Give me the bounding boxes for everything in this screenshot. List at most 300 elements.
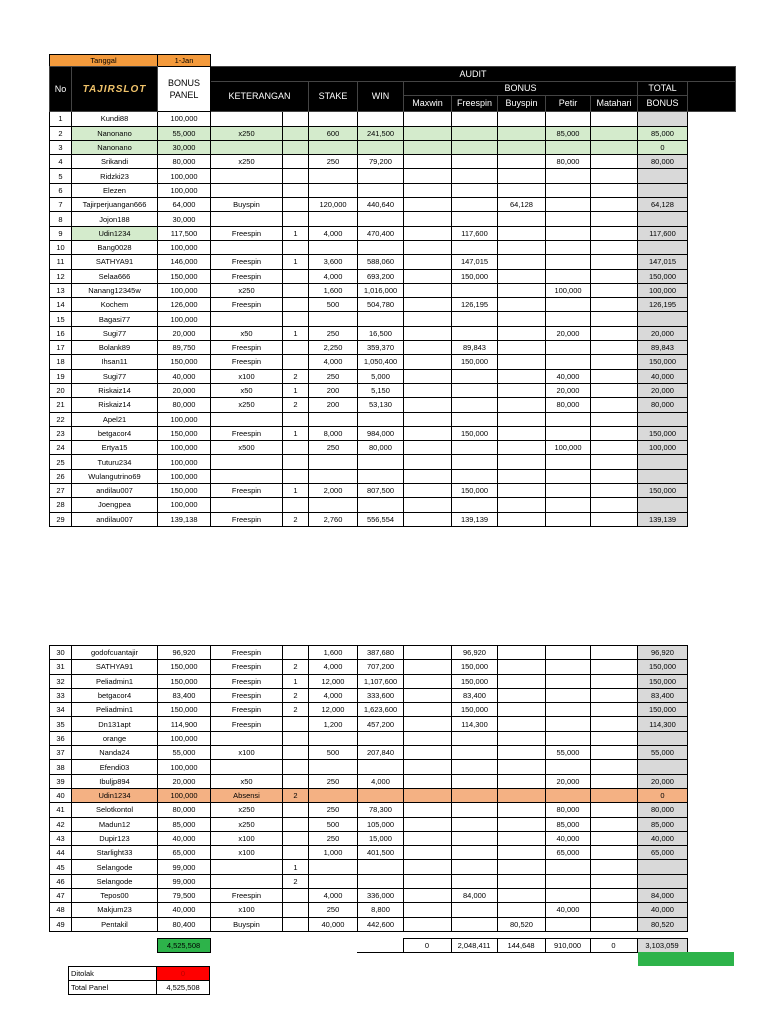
row-maxwin: [404, 746, 452, 760]
row-bonus-panel: 20,000: [158, 774, 211, 788]
row-bonus-panel: 100,000: [158, 788, 211, 802]
row-petir: [546, 212, 591, 226]
row-keterangan: [211, 183, 283, 197]
row-count: [283, 455, 309, 469]
row-petir: 40,000: [546, 369, 591, 383]
row-petir: [546, 498, 591, 512]
petir-header: Petir: [546, 96, 591, 112]
row-maxwin: [404, 646, 452, 660]
row-keterangan: x250: [211, 283, 283, 297]
row-total-bonus: 114,300: [638, 717, 688, 731]
ditolak-label: Ditolak: [69, 967, 157, 981]
row-matahari: [591, 512, 638, 526]
row-freespin: [452, 441, 498, 455]
row-maxwin: [404, 512, 452, 526]
row-total-bonus: 100,000: [638, 441, 688, 455]
row-win: 457,200: [358, 717, 404, 731]
row-total-bonus: 64,128: [638, 198, 688, 212]
row-freespin: 96,920: [452, 646, 498, 660]
row-freespin: [452, 240, 498, 254]
bonus-panel-header-line-2: PANEL: [169, 90, 199, 101]
row-freespin: [452, 398, 498, 412]
row-total-bonus: 65,000: [638, 846, 688, 860]
no-header: No: [50, 67, 72, 112]
row-no: 5: [50, 169, 72, 183]
table-row: [50, 788, 688, 802]
row-name: Srikandi: [72, 155, 158, 169]
row-matahari: [591, 255, 638, 269]
row-total-bonus: [638, 860, 688, 874]
row-matahari: [591, 412, 638, 426]
row-count: [283, 731, 309, 745]
row-win: 5,000: [358, 369, 404, 383]
freespin-header: Freespin: [452, 96, 498, 112]
row-matahari: [591, 155, 638, 169]
row-matahari: [591, 717, 638, 731]
row-count: [283, 126, 309, 140]
row-name: Dn131apt: [72, 717, 158, 731]
row-name: Nanonano: [72, 126, 158, 140]
row-freespin: [452, 312, 498, 326]
row-count: 1: [283, 860, 309, 874]
row-buyspin: [498, 240, 546, 254]
row-buyspin: [498, 183, 546, 197]
row-no: 39: [50, 774, 72, 788]
row-petir: [546, 717, 591, 731]
row-buyspin: [498, 326, 546, 340]
row-bonus-panel: 83,400: [158, 688, 211, 702]
row-keterangan: Buyspin: [211, 917, 283, 931]
row-freespin: 150,000: [452, 660, 498, 674]
row-name: orange: [72, 731, 158, 745]
row-bonus-panel: 146,000: [158, 255, 211, 269]
row-stake: [309, 212, 358, 226]
row-matahari: [591, 889, 638, 903]
row-stake: [309, 874, 358, 888]
row-keterangan: x500: [211, 441, 283, 455]
row-total-bonus: 150,000: [638, 674, 688, 688]
row-win: 1,107,600: [358, 674, 404, 688]
row-keterangan: [211, 874, 283, 888]
row-stake: [309, 731, 358, 745]
row-freespin: 139,139: [452, 512, 498, 526]
row-buyspin: [498, 212, 546, 226]
row-keterangan: x50: [211, 326, 283, 340]
row-matahari: [591, 126, 638, 140]
row-freespin: [452, 831, 498, 845]
row-stake: 4,000: [309, 226, 358, 240]
table-row: [50, 803, 688, 817]
row-no: 36: [50, 731, 72, 745]
row-buyspin: [498, 803, 546, 817]
row-name: Sugi77: [72, 326, 158, 340]
row-stake: 600: [309, 126, 358, 140]
row-count: [283, 140, 309, 154]
row-name: Jojon188: [72, 212, 158, 226]
row-count: [283, 198, 309, 212]
row-matahari: [591, 312, 638, 326]
row-bonus-panel: 20,000: [158, 383, 211, 397]
table-row: [50, 731, 688, 745]
table-row: [50, 817, 688, 831]
bonus-panel-header: [158, 67, 211, 112]
row-bonus-panel: 100,000: [158, 731, 211, 745]
row-stake: [309, 312, 358, 326]
row-count: 2: [283, 660, 309, 674]
row-petir: 100,000: [546, 283, 591, 297]
row-count: [283, 717, 309, 731]
row-stake: [309, 112, 358, 126]
row-maxwin: [404, 226, 452, 240]
row-buyspin: [498, 112, 546, 126]
row-buyspin: [498, 412, 546, 426]
row-bonus-panel: 20,000: [158, 326, 211, 340]
row-stake: 12,000: [309, 703, 358, 717]
row-no: 46: [50, 874, 72, 888]
row-matahari: [591, 917, 638, 931]
table-row: [50, 369, 736, 383]
row-win: 8,800: [358, 903, 404, 917]
row-petir: [546, 269, 591, 283]
row-buyspin: [498, 369, 546, 383]
row-stake: 250: [309, 326, 358, 340]
buyspin-total: 144,648: [497, 939, 545, 953]
row-count: [283, 155, 309, 169]
row-bonus-panel: 65,000: [158, 846, 211, 860]
row-maxwin: [404, 298, 452, 312]
row-keterangan: Freespin: [211, 703, 283, 717]
row-matahari: [591, 674, 638, 688]
row-count: 1: [283, 484, 309, 498]
row-name: Starlight33: [72, 846, 158, 860]
row-matahari: [591, 469, 638, 483]
row-petir: [546, 240, 591, 254]
row-keterangan: Freespin: [211, 298, 283, 312]
row-buyspin: [498, 469, 546, 483]
row-count: 1: [283, 383, 309, 397]
row-petir: [546, 512, 591, 526]
row-petir: [546, 226, 591, 240]
row-petir: [546, 469, 591, 483]
row-stake: [309, 498, 358, 512]
row-maxwin: [404, 703, 452, 717]
row-freespin: [452, 198, 498, 212]
row-petir: [546, 312, 591, 326]
table-row: [50, 355, 736, 369]
row-freespin: [452, 469, 498, 483]
row-total-bonus: 20,000: [638, 383, 688, 397]
row-count: [283, 312, 309, 326]
row-petir: [546, 889, 591, 903]
row-stake: [309, 860, 358, 874]
row-win: [358, 860, 404, 874]
row-keterangan: Freespin: [211, 269, 283, 283]
row-petir: [546, 455, 591, 469]
row-stake: 8,000: [309, 426, 358, 440]
row-stake: 2,760: [309, 512, 358, 526]
row-win: 78,300: [358, 803, 404, 817]
row-buyspin: [498, 383, 546, 397]
row-maxwin: [404, 760, 452, 774]
row-no: 32: [50, 674, 72, 688]
row-stake: 1,200: [309, 717, 358, 731]
row-win: 333,600: [358, 688, 404, 702]
row-count: [283, 903, 309, 917]
row-petir: 20,000: [546, 774, 591, 788]
row-bonus-panel: 30,000: [158, 212, 211, 226]
row-no: 16: [50, 326, 72, 340]
row-petir: 85,000: [546, 126, 591, 140]
row-win: [358, 240, 404, 254]
row-stake: [309, 183, 358, 197]
row-matahari: [591, 817, 638, 831]
row-no: 3: [50, 140, 72, 154]
row-maxwin: [404, 717, 452, 731]
audit-table-page-1: [49, 66, 736, 527]
row-count: [283, 441, 309, 455]
row-keterangan: [211, 760, 283, 774]
row-buyspin: [498, 512, 546, 526]
row-name: godofcuantajir: [72, 646, 158, 660]
row-no: 9: [50, 226, 72, 240]
row-keterangan: x250: [211, 155, 283, 169]
row-keterangan: Freespin: [211, 484, 283, 498]
row-count: [283, 917, 309, 931]
row-matahari: [591, 703, 638, 717]
row-keterangan: Absensi: [211, 788, 283, 802]
row-maxwin: [404, 212, 452, 226]
row-maxwin: [404, 326, 452, 340]
row-name: Efendi03: [72, 760, 158, 774]
row-keterangan: Freespin: [211, 355, 283, 369]
row-total-bonus: 126,195: [638, 298, 688, 312]
table-row: [50, 398, 736, 412]
row-maxwin: [404, 484, 452, 498]
row-matahari: [591, 441, 638, 455]
row-petir: [546, 355, 591, 369]
row-maxwin: [404, 255, 452, 269]
row-matahari: [591, 874, 638, 888]
row-win: [358, 469, 404, 483]
row-keterangan: Freespin: [211, 646, 283, 660]
row-maxwin: [404, 803, 452, 817]
row-petir: 40,000: [546, 903, 591, 917]
row-petir: [546, 874, 591, 888]
row-freespin: [452, 112, 498, 126]
row-freespin: [452, 169, 498, 183]
row-no: 42: [50, 817, 72, 831]
row-buyspin: [498, 283, 546, 297]
row-matahari: [591, 383, 638, 397]
table-row: [50, 688, 688, 702]
row-no: 27: [50, 484, 72, 498]
row-bonus-panel: 64,000: [158, 198, 211, 212]
row-stake: 200: [309, 398, 358, 412]
row-petir: [546, 183, 591, 197]
row-total-bonus: 147,015: [638, 255, 688, 269]
row-total-bonus: [638, 412, 688, 426]
row-matahari: [591, 140, 638, 154]
row-no: 44: [50, 846, 72, 860]
row-buyspin: [498, 398, 546, 412]
row-no: 23: [50, 426, 72, 440]
row-count: [283, 469, 309, 483]
row-petir: [546, 198, 591, 212]
table-row: [50, 717, 688, 731]
table-row: [50, 774, 688, 788]
row-win: 588,060: [358, 255, 404, 269]
row-freespin: 83,400: [452, 688, 498, 702]
row-stake: [309, 455, 358, 469]
table-row: [50, 183, 736, 197]
row-no: 21: [50, 398, 72, 412]
row-name: Tepos00: [72, 889, 158, 903]
row-freespin: [452, 183, 498, 197]
row-freespin: 84,000: [452, 889, 498, 903]
row-count: 2: [283, 688, 309, 702]
table-row: [50, 469, 736, 483]
row-matahari: [591, 269, 638, 283]
row-keterangan: [211, 240, 283, 254]
row-no: 15: [50, 312, 72, 326]
row-freespin: 147,015: [452, 255, 498, 269]
table-row: [50, 140, 736, 154]
row-total-bonus: 0: [638, 140, 688, 154]
row-keterangan: [211, 112, 283, 126]
row-win: 359,370: [358, 341, 404, 355]
row-no: 29: [50, 512, 72, 526]
row-stake: 12,000: [309, 674, 358, 688]
row-total-bonus: 20,000: [638, 326, 688, 340]
row-bonus-panel: 100,000: [158, 283, 211, 297]
row-no: 14: [50, 298, 72, 312]
row-name: betgacor4: [72, 688, 158, 702]
row-matahari: [591, 212, 638, 226]
row-bonus-panel: 150,000: [158, 426, 211, 440]
row-buyspin: [498, 140, 546, 154]
row-freespin: [452, 903, 498, 917]
row-bonus-panel: 150,000: [158, 703, 211, 717]
row-maxwin: [404, 674, 452, 688]
row-maxwin: [404, 817, 452, 831]
keterangan-header: KETERANGAN: [211, 82, 309, 112]
table-row: [50, 760, 688, 774]
row-no: 47: [50, 889, 72, 903]
table-row: [50, 917, 688, 931]
row-name: Tuturu234: [72, 455, 158, 469]
table-row: [50, 341, 736, 355]
row-maxwin: [404, 383, 452, 397]
row-win: 207,840: [358, 746, 404, 760]
row-freespin: [452, 846, 498, 860]
table-row: [50, 512, 736, 526]
row-no: 41: [50, 803, 72, 817]
freespin-total: 2,048,411: [451, 939, 497, 953]
row-bonus-panel: 99,000: [158, 874, 211, 888]
row-total-bonus: 150,000: [638, 703, 688, 717]
row-name: Selangode: [72, 860, 158, 874]
row-no: 24: [50, 441, 72, 455]
row-win: [358, 455, 404, 469]
row-win: 15,000: [358, 831, 404, 845]
row-buyspin: [498, 660, 546, 674]
row-win: 53,130: [358, 398, 404, 412]
row-total-bonus: 20,000: [638, 774, 688, 788]
row-total-bonus: 96,920: [638, 646, 688, 660]
row-stake: 2,250: [309, 341, 358, 355]
row-count: [283, 803, 309, 817]
row-win: 1,623,600: [358, 703, 404, 717]
row-bonus-panel: 96,920: [158, 646, 211, 660]
row-total-bonus: 40,000: [638, 903, 688, 917]
row-buyspin: [498, 226, 546, 240]
row-keterangan: x100: [211, 831, 283, 845]
row-no: 22: [50, 412, 72, 426]
row-bonus-panel: 117,500: [158, 226, 211, 240]
row-maxwin: [404, 441, 452, 455]
row-matahari: [591, 426, 638, 440]
row-bonus-panel: 100,000: [158, 469, 211, 483]
row-total-bonus: 80,000: [638, 803, 688, 817]
row-win: 440,640: [358, 198, 404, 212]
row-count: [283, 212, 309, 226]
table-row: [50, 441, 736, 455]
row-matahari: [591, 803, 638, 817]
row-petir: [546, 341, 591, 355]
audit-header: AUDIT: [211, 67, 736, 82]
row-total-bonus: [638, 169, 688, 183]
total-header-line-1: TOTAL: [638, 82, 688, 96]
row-bonus-panel: 150,000: [158, 660, 211, 674]
row-matahari: [591, 731, 638, 745]
matahari-header: Matahari: [591, 96, 638, 112]
row-stake: [309, 169, 358, 183]
row-maxwin: [404, 355, 452, 369]
row-buyspin: [498, 860, 546, 874]
row-buyspin: [498, 788, 546, 802]
table-row: [50, 660, 688, 674]
row-matahari: [591, 860, 638, 874]
row-keterangan: [211, 169, 283, 183]
row-stake: 250: [309, 441, 358, 455]
row-stake: 500: [309, 817, 358, 831]
row-petir: 20,000: [546, 326, 591, 340]
row-buyspin: [498, 498, 546, 512]
row-matahari: [591, 198, 638, 212]
row-buyspin: [498, 484, 546, 498]
row-freespin: [452, 746, 498, 760]
row-keterangan: Freespin: [211, 226, 283, 240]
row-maxwin: [404, 155, 452, 169]
row-name: Riskaiz14: [72, 383, 158, 397]
table-row: [50, 255, 736, 269]
row-name: Udin1234: [72, 788, 158, 802]
row-no: 49: [50, 917, 72, 931]
row-matahari: [591, 760, 638, 774]
row-maxwin: [404, 874, 452, 888]
row-keterangan: Freespin: [211, 426, 283, 440]
row-bonus-panel: 80,400: [158, 917, 211, 931]
row-stake: 1,600: [309, 646, 358, 660]
row-freespin: [452, 155, 498, 169]
row-keterangan: [211, 860, 283, 874]
row-name: Selotkontol: [72, 803, 158, 817]
table-row: [50, 269, 736, 283]
row-stake: 250: [309, 903, 358, 917]
row-win: 80,000: [358, 441, 404, 455]
row-count: 2: [283, 788, 309, 802]
row-name: Nanda24: [72, 746, 158, 760]
